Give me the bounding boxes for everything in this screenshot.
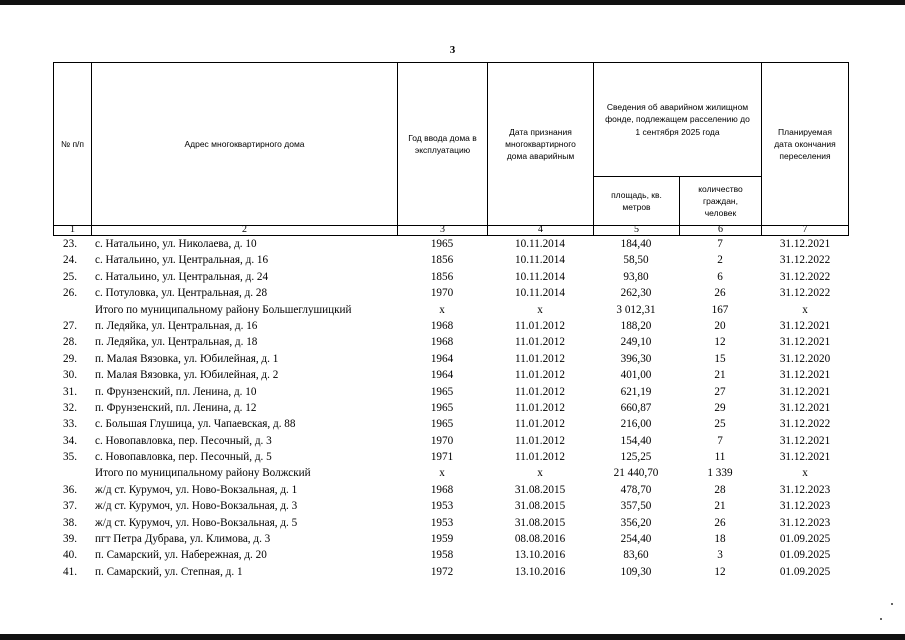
row-year: 1971 <box>430 451 454 464</box>
row-count: 2 <box>717 254 723 267</box>
table-header <box>53 62 849 236</box>
row-address: с. Новопавловка, пер. Песочный, д. 3 <box>95 434 272 447</box>
row-date: 10.11.2014 <box>515 287 565 300</box>
row-count: 28 <box>714 483 726 496</box>
row-number: 38. <box>63 516 77 529</box>
row-year: 1968 <box>430 483 454 496</box>
row-number: 32. <box>63 401 77 414</box>
row-address: пгт Петра Дубрава, ул. Климова, д. 3 <box>95 533 271 546</box>
row-year: 1965 <box>430 385 454 398</box>
row-number: 27. <box>63 319 77 332</box>
row-area: 254,40 <box>620 533 652 546</box>
col-header-area: площадь, кв. метров <box>611 189 662 212</box>
table-row <box>53 367 849 383</box>
row-number: 26. <box>63 287 77 300</box>
row-year: 1970 <box>430 287 454 300</box>
row-date: 13.10.2016 <box>514 549 566 562</box>
row-date: 11.01.2012 <box>515 369 565 382</box>
row-area: 93,80 <box>623 270 649 283</box>
row-year: 1965 <box>430 418 454 431</box>
row-number: 30. <box>63 369 77 382</box>
total-label: Итого по муниципальному району Волжский <box>95 467 311 480</box>
row-number: 24. <box>63 254 77 267</box>
row-year: 1953 <box>430 516 454 529</box>
row-area: 660,87 <box>620 401 652 414</box>
row-number: 23. <box>63 238 77 250</box>
row-number: 35. <box>63 451 77 464</box>
table-row <box>53 482 849 498</box>
row-date: 08.08.2016 <box>514 533 566 546</box>
row-plan-date: 31.12.2023 <box>779 483 831 496</box>
row-address: п. Фрунзенский, пл. Ленина, д. 10 <box>95 385 257 398</box>
table-row <box>53 252 849 268</box>
table-row <box>53 564 849 580</box>
row-area: 356,20 <box>620 516 652 529</box>
row-year: 1972 <box>430 565 454 578</box>
col-number: 7 <box>802 224 808 236</box>
row-area: 621,19 <box>620 385 652 398</box>
row-number: 39. <box>63 533 77 546</box>
row-date: 11.01.2012 <box>515 451 565 464</box>
col-header-group: Сведения об аварийном жилищном фонде, подлежащем расселению до 1 сентября 2025 года <box>605 102 750 137</box>
row-area: 58,50 <box>623 254 649 267</box>
table-row <box>53 384 849 400</box>
row-plan-date: х <box>802 467 808 480</box>
row-area: 249,10 <box>620 336 652 349</box>
row-plan-date: 31.12.2022 <box>779 254 831 267</box>
row-date: х <box>537 303 543 316</box>
row-area: 478,70 <box>620 483 652 496</box>
row-plan-date: 01.09.2025 <box>779 533 831 546</box>
row-year: х <box>439 467 445 480</box>
table-row <box>53 531 849 547</box>
table-row <box>53 449 849 465</box>
row-date: 11.01.2012 <box>515 352 565 365</box>
col-header-year: Год ввода дома в эксплуатацию <box>408 132 477 155</box>
row-count: 18 <box>714 533 726 546</box>
row-year: 1958 <box>430 549 454 562</box>
row-count: 27 <box>714 385 726 398</box>
row-address: п. Малая Вязовка, ул. Юбилейная, д. 1 <box>95 352 279 365</box>
row-address: п. Самарский, ул. Набережная, д. 20 <box>95 549 267 562</box>
row-address: с. Большая Глушица, ул. Чапаевская, д. 88 <box>95 418 296 431</box>
table-row <box>53 416 849 432</box>
row-date: 11.01.2012 <box>515 418 565 431</box>
col-header-count: количество граждан, человек <box>698 183 743 219</box>
col-number: 2 <box>242 224 247 236</box>
table-row <box>53 400 849 416</box>
row-address: п. Фрунзенский, пл. Ленина, д. 12 <box>95 401 257 414</box>
row-year: 1965 <box>430 238 454 250</box>
row-area: 83,60 <box>623 549 649 562</box>
row-date: 10.11.2014 <box>515 270 565 283</box>
col-number: 3 <box>440 224 445 236</box>
row-address: п. Малая Вязовка, ул. Юбилейная, д. 2 <box>95 369 279 382</box>
scan-speck <box>891 603 893 605</box>
row-date: 10.11.2014 <box>515 238 565 250</box>
row-plan-date: 01.09.2025 <box>779 565 831 578</box>
row-count: 7 <box>717 238 723 250</box>
row-address: с. Потуловка, ул. Центральная, д. 28 <box>95 287 268 300</box>
col-header-date: Дата признания многоквартирного дома аварийным <box>505 126 576 162</box>
row-year: 1856 <box>430 254 454 267</box>
row-address: п. Ледяйка, ул. Центральная, д. 18 <box>95 336 258 349</box>
row-count: 21 <box>714 369 726 382</box>
row-year: 1965 <box>430 401 454 414</box>
row-number: 34. <box>63 434 77 447</box>
col-number: 4 <box>538 224 543 236</box>
scan-border-bottom <box>0 634 905 640</box>
table-total-row <box>53 302 849 318</box>
table-row <box>53 547 849 563</box>
row-number: 31. <box>63 385 77 398</box>
row-number: 28. <box>63 336 77 349</box>
row-date: 11.01.2012 <box>515 319 565 332</box>
row-plan-date: х <box>802 303 808 316</box>
row-plan-date: 31.12.2021 <box>779 336 831 349</box>
row-address: с. Натальино, ул. Центральная, д. 24 <box>95 270 269 283</box>
row-plan-date: 31.12.2022 <box>779 418 831 431</box>
col-number: 6 <box>718 224 723 236</box>
row-year: 1968 <box>430 336 454 349</box>
row-date: 11.01.2012 <box>515 336 565 349</box>
row-date: 13.10.2016 <box>514 565 566 578</box>
col-number: 5 <box>634 224 639 236</box>
row-year: х <box>439 303 445 316</box>
row-area: 109,30 <box>620 565 652 578</box>
row-date: х <box>537 467 543 480</box>
row-plan-date: 31.12.2021 <box>779 385 831 398</box>
table-row <box>53 334 849 350</box>
row-number: 40. <box>63 549 77 562</box>
total-label: Итого по муниципальному району Большеглушицкий <box>95 303 352 316</box>
col-header-plan: Планируемая дата окончания переселения <box>774 126 836 162</box>
row-area: 216,00 <box>620 418 652 431</box>
row-count: 26 <box>714 516 726 529</box>
table-body <box>53 236 849 580</box>
row-number: 36. <box>63 483 77 496</box>
col-header-address: Адрес многоквартирного дома <box>184 138 305 149</box>
row-count: 3 <box>717 549 723 562</box>
row-number: 29. <box>63 352 77 365</box>
row-address: п. Самарский, ул. Степная, д. 1 <box>95 565 243 578</box>
row-area: 262,30 <box>620 287 652 300</box>
row-year: 1953 <box>430 500 454 513</box>
table-row <box>53 433 849 449</box>
row-count: 12 <box>714 565 726 578</box>
row-plan-date: 31.12.2021 <box>779 401 831 414</box>
row-plan-date: 31.12.2022 <box>779 270 831 283</box>
table-row <box>53 269 849 285</box>
row-count: 12 <box>714 336 726 349</box>
row-count: 21 <box>714 500 726 513</box>
row-count: 15 <box>714 352 726 365</box>
row-address: п. Ледяйка, ул. Центральная, д. 16 <box>95 319 258 332</box>
row-date: 10.11.2014 <box>515 254 565 267</box>
row-area: 188,20 <box>620 319 652 332</box>
row-year: 1970 <box>430 434 454 447</box>
table-row <box>53 515 849 531</box>
row-date: 11.01.2012 <box>515 385 565 398</box>
row-area: 125,25 <box>620 451 652 464</box>
row-count: 25 <box>714 418 726 431</box>
row-count: 26 <box>714 287 726 300</box>
table-row <box>53 498 849 514</box>
row-number: 25. <box>63 270 77 283</box>
row-number: 33. <box>63 418 77 431</box>
row-address: ж/д ст. Курумоч, ул. Ново-Вокзальная, д. 5 <box>95 516 298 529</box>
page-number: 3 <box>449 44 456 56</box>
row-date: 31.08.2015 <box>514 483 566 496</box>
row-address: ж/д ст. Курумоч, ул. Ново-Вокзальная, д. 3 <box>95 500 298 513</box>
row-year: 1964 <box>430 369 454 382</box>
table-row <box>53 236 849 252</box>
col-header-no: № п/п <box>60 138 85 149</box>
row-date: 31.08.2015 <box>514 500 566 513</box>
row-number: 37. <box>63 500 77 513</box>
row-count: 29 <box>714 401 726 414</box>
row-plan-date: 31.12.2021 <box>779 369 831 382</box>
row-area: 401,00 <box>620 369 652 382</box>
row-area: 154,40 <box>620 434 652 447</box>
row-plan-date: 31.12.2021 <box>779 434 831 447</box>
row-plan-date: 31.12.2022 <box>779 287 831 300</box>
scan-border-top <box>0 0 905 5</box>
table-row <box>53 351 849 367</box>
row-year: 1856 <box>430 270 454 283</box>
row-plan-date: 01.09.2025 <box>779 549 831 562</box>
row-date: 11.01.2012 <box>515 434 565 447</box>
row-area: 396,30 <box>620 352 652 365</box>
row-area: 184,40 <box>620 238 652 250</box>
row-address: с. Натальино, ул. Николаева, д. 10 <box>95 238 257 250</box>
row-plan-date: 31.12.2023 <box>779 500 831 513</box>
row-number: 41. <box>63 565 77 578</box>
row-count: 167 <box>711 303 729 316</box>
row-address: ж/д ст. Курумоч, ул. Ново-Вокзальная, д. 1 <box>95 483 298 496</box>
row-area: 357,50 <box>620 500 652 513</box>
row-area: 21 440,70 <box>613 467 659 480</box>
row-count: 6 <box>717 270 723 283</box>
row-plan-date: 31.12.2021 <box>779 451 831 464</box>
row-date: 11.01.2012 <box>515 401 565 414</box>
col-number: 1 <box>70 224 75 236</box>
row-area: 3 012,31 <box>616 303 656 316</box>
row-plan-date: 31.12.2021 <box>779 319 831 332</box>
row-year: 1959 <box>430 533 454 546</box>
row-address: с. Натальино, ул. Центральная, д. 16 <box>95 254 269 267</box>
row-count: 11 <box>714 451 726 464</box>
row-year: 1964 <box>430 352 454 365</box>
row-count: 20 <box>714 319 726 332</box>
row-address: с. Новопавловка, пер. Песочный, д. 5 <box>95 451 272 464</box>
table-row <box>53 285 849 301</box>
row-count: 1 339 <box>707 467 733 480</box>
row-year: 1968 <box>430 319 454 332</box>
table-total-row <box>53 465 849 481</box>
row-count: 7 <box>717 434 723 447</box>
row-plan-date: 31.12.2021 <box>779 238 831 250</box>
table-row <box>53 318 849 334</box>
row-plan-date: 31.12.2020 <box>779 352 831 365</box>
scan-speck <box>880 618 882 620</box>
row-date: 31.08.2015 <box>514 516 566 529</box>
row-plan-date: 31.12.2023 <box>779 516 831 529</box>
